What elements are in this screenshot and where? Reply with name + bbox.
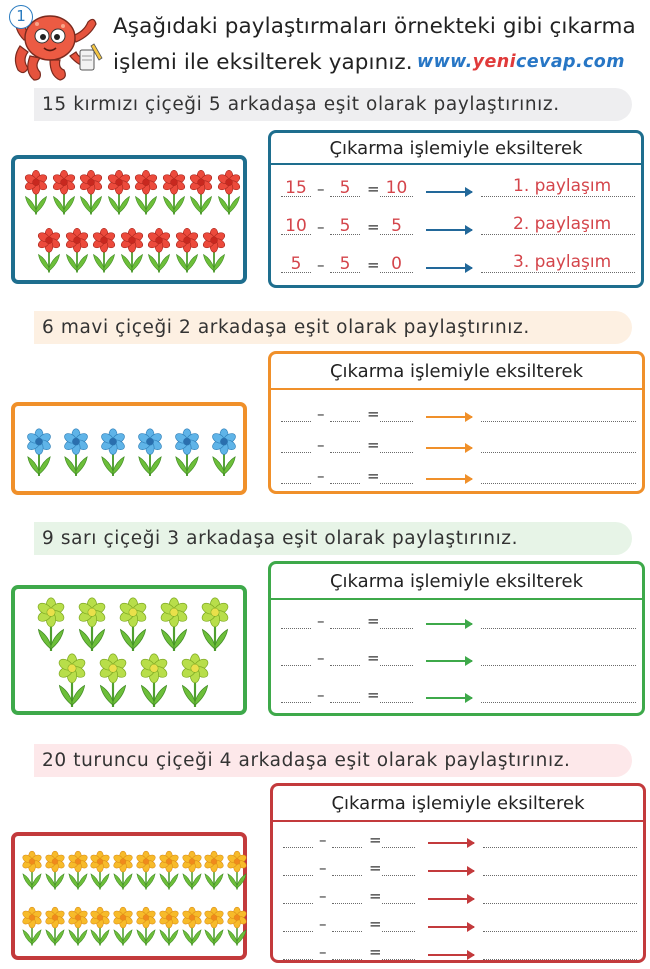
work-box-title: Çıkarma işlemiyle eksilterek: [271, 133, 641, 165]
problem-2-prompt: 6 mavi çiçeği 2 arkadaşa eşit olarak paylaştırınız.: [34, 311, 632, 344]
problem-2-flower-box: [11, 402, 247, 495]
flower-icon: [136, 651, 172, 713]
minuend-blank[interactable]: [281, 648, 311, 666]
question-number-badge: 1: [9, 5, 33, 29]
minuend-blank[interactable]: [281, 685, 311, 703]
minus-sign: –: [317, 467, 325, 485]
problem-1-flower-box: [11, 155, 247, 284]
sharing-result-blank[interactable]: [483, 884, 637, 904]
equals-sign: =: [369, 943, 382, 961]
sharing-result-blank[interactable]: [481, 402, 636, 422]
right-arrow-icon: [428, 870, 474, 872]
right-arrow-icon: [428, 954, 474, 956]
minus-sign: –: [319, 859, 327, 877]
flower-icon: [23, 424, 55, 484]
minuend-blank[interactable]: 15: [281, 179, 311, 197]
subtrahend-blank[interactable]: [330, 648, 360, 666]
problem-4-work-box: [270, 783, 646, 963]
difference-blank[interactable]: [382, 914, 415, 932]
equals-sign: =: [367, 612, 380, 630]
minuend-blank[interactable]: [283, 830, 313, 848]
minuend-blank[interactable]: [283, 886, 313, 904]
work-box-title: Çıkarma işlemiyle eksilterek: [271, 354, 642, 390]
equation-row: [283, 858, 637, 878]
equals-sign: =: [369, 915, 382, 933]
flower-icon: [186, 163, 216, 225]
minuend-blank[interactable]: [281, 611, 311, 629]
sharing-result-blank[interactable]: [483, 940, 637, 960]
equation-row: [283, 886, 637, 906]
minus-sign: –: [319, 887, 327, 905]
sharing-result-blank[interactable]: [483, 856, 637, 876]
minus-sign: –: [319, 915, 327, 933]
difference-blank[interactable]: [382, 858, 415, 876]
sharing-result-blank[interactable]: [481, 433, 636, 453]
flower-icon: [214, 163, 244, 225]
minus-sign: –: [317, 436, 325, 454]
equation-row: [281, 648, 636, 668]
subtrahend-blank[interactable]: [332, 914, 362, 932]
problem-4-flower-box: [11, 832, 247, 960]
equals-sign: =: [367, 467, 380, 485]
right-arrow-icon: [426, 660, 472, 662]
right-arrow-icon: [426, 191, 472, 193]
equation-row: [283, 914, 637, 934]
minus-sign: –: [317, 218, 325, 236]
flower-icon: [172, 221, 202, 283]
sharing-result-blank[interactable]: [481, 646, 636, 666]
flower-icon: [131, 163, 161, 225]
sharing-result-blank[interactable]: [481, 609, 636, 629]
problem-3-flower-box: [11, 585, 247, 715]
flower-icon: [197, 595, 233, 657]
site-watermark: www.yenicevap.com: [417, 52, 625, 72]
sharing-result-blank[interactable]: [481, 683, 636, 703]
minuend-blank[interactable]: [281, 466, 311, 484]
equation-row: [281, 404, 636, 424]
flower-icon: [134, 424, 166, 484]
problem-1-prompt: 15 kırmızı çiçeği 5 arkadaşa eşit olarak paylaştırınız.: [34, 88, 632, 121]
subtrahend-blank[interactable]: 5: [330, 255, 360, 273]
flower-icon: [117, 221, 147, 283]
minus-sign: –: [319, 943, 327, 961]
right-arrow-icon: [426, 478, 472, 480]
flower-icon: [177, 651, 213, 713]
flower-icon: [144, 221, 174, 283]
equals-sign: =: [367, 256, 380, 274]
minuend-blank[interactable]: [283, 914, 313, 932]
difference-blank[interactable]: [382, 942, 415, 960]
subtrahend-blank[interactable]: [330, 685, 360, 703]
flower-icon: [54, 651, 90, 713]
sharing-result-blank[interactable]: 2. paylaşım: [481, 215, 635, 235]
flower-icon: [89, 221, 119, 283]
minuend-blank[interactable]: 5: [281, 255, 311, 273]
flower-icon: [224, 898, 250, 958]
equals-sign: =: [369, 831, 382, 849]
subtrahend-blank[interactable]: [330, 435, 360, 453]
problem-2-work-box: [268, 351, 645, 494]
equation-row: [281, 466, 636, 486]
instruction-line-1: Aşağıdaki paylaştırmaları örnekteki gibi çıkarma: [113, 14, 636, 39]
equation-row: [283, 942, 637, 962]
flower-icon: [115, 595, 151, 657]
right-arrow-icon: [426, 416, 472, 418]
subtrahend-blank[interactable]: [332, 886, 362, 904]
equals-sign: =: [367, 405, 380, 423]
flower-icon: [97, 424, 129, 484]
minus-sign: –: [317, 180, 325, 198]
minus-sign: –: [317, 686, 325, 704]
subtrahend-blank[interactable]: [330, 466, 360, 484]
sharing-result-blank[interactable]: 3. paylaşım: [481, 253, 635, 273]
difference-blank[interactable]: 10: [380, 179, 413, 197]
minus-sign: –: [319, 831, 327, 849]
minuend-blank[interactable]: [283, 942, 313, 960]
equation-row: [281, 214, 635, 237]
right-arrow-icon: [428, 898, 474, 900]
subtrahend-blank[interactable]: [332, 858, 362, 876]
sharing-result-blank[interactable]: 1. paylaşım: [481, 177, 635, 197]
sharing-result-blank[interactable]: [483, 912, 637, 932]
flower-icon: [76, 163, 106, 225]
flower-icon: [95, 651, 131, 713]
minuend-blank[interactable]: 10: [281, 217, 311, 235]
minuend-blank[interactable]: [283, 858, 313, 876]
flower-icon: [34, 221, 64, 283]
minuend-blank[interactable]: [281, 404, 311, 422]
right-arrow-icon: [426, 447, 472, 449]
flower-icon: [60, 424, 92, 484]
difference-blank[interactable]: [380, 685, 413, 703]
sharing-result-blank[interactable]: [481, 464, 636, 484]
difference-blank[interactable]: [380, 648, 413, 666]
equals-sign: =: [367, 218, 380, 236]
difference-blank[interactable]: [382, 886, 415, 904]
minus-sign: –: [317, 612, 325, 630]
difference-blank[interactable]: 0: [380, 255, 413, 273]
flower-icon: [62, 221, 92, 283]
difference-blank[interactable]: [380, 466, 413, 484]
flower-icon: [104, 163, 134, 225]
right-arrow-icon: [428, 926, 474, 928]
problem-3-prompt: 9 sarı çiçeği 3 arkadaşa eşit olarak paylaştırınız.: [34, 522, 632, 555]
flower-icon: [21, 163, 51, 225]
subtrahend-blank[interactable]: [332, 830, 362, 848]
problem-4-prompt: 20 turuncu çiçeği 4 arkadaşa eşit olarak paylaştırınız.: [34, 744, 632, 777]
subtrahend-blank[interactable]: 5: [330, 217, 360, 235]
flower-icon: [159, 163, 189, 225]
equals-sign: =: [369, 859, 382, 877]
difference-blank[interactable]: [380, 611, 413, 629]
right-arrow-icon: [426, 697, 472, 699]
flower-icon: [208, 424, 240, 484]
right-arrow-icon: [426, 623, 472, 625]
equation-row: [283, 830, 637, 850]
sharing-result-blank[interactable]: [483, 828, 637, 848]
equals-sign: =: [367, 649, 380, 667]
instruction-line-2: işlemi ile eksilterek yapınız.: [113, 50, 413, 75]
flower-icon: [171, 424, 203, 484]
difference-blank[interactable]: [382, 830, 415, 848]
equals-sign: =: [367, 436, 380, 454]
subtrahend-blank[interactable]: [330, 611, 360, 629]
minus-sign: –: [317, 405, 325, 423]
flower-icon: [224, 842, 250, 902]
equation-row: [281, 176, 635, 199]
work-box-title: Çıkarma işlemiyle eksilterek: [271, 564, 642, 600]
work-box-title: Çıkarma işlemiyle eksilterek: [273, 786, 643, 822]
problem-1-work-box: [268, 130, 644, 288]
subtrahend-blank[interactable]: [330, 404, 360, 422]
minus-sign: –: [317, 649, 325, 667]
subtrahend-blank[interactable]: 5: [330, 179, 360, 197]
equation-row: [281, 611, 636, 631]
flower-icon: [199, 221, 229, 283]
difference-blank[interactable]: [380, 404, 413, 422]
flower-icon: [49, 163, 79, 225]
equals-sign: =: [367, 180, 380, 198]
flower-icon: [33, 595, 69, 657]
difference-blank[interactable]: 5: [380, 217, 413, 235]
equation-row: [281, 252, 635, 275]
equation-row: [281, 435, 636, 455]
subtrahend-blank[interactable]: [332, 942, 362, 960]
flower-icon: [156, 595, 192, 657]
right-arrow-icon: [428, 842, 474, 844]
flower-icon: [74, 595, 110, 657]
equals-sign: =: [369, 887, 382, 905]
equals-sign: =: [367, 686, 380, 704]
problem-3-work-box: [268, 561, 645, 716]
worksheet-header: [0, 0, 650, 84]
right-arrow-icon: [426, 267, 472, 269]
equation-row: [281, 685, 636, 705]
minuend-blank[interactable]: [281, 435, 311, 453]
difference-blank[interactable]: [380, 435, 413, 453]
right-arrow-icon: [426, 229, 472, 231]
minus-sign: –: [317, 256, 325, 274]
